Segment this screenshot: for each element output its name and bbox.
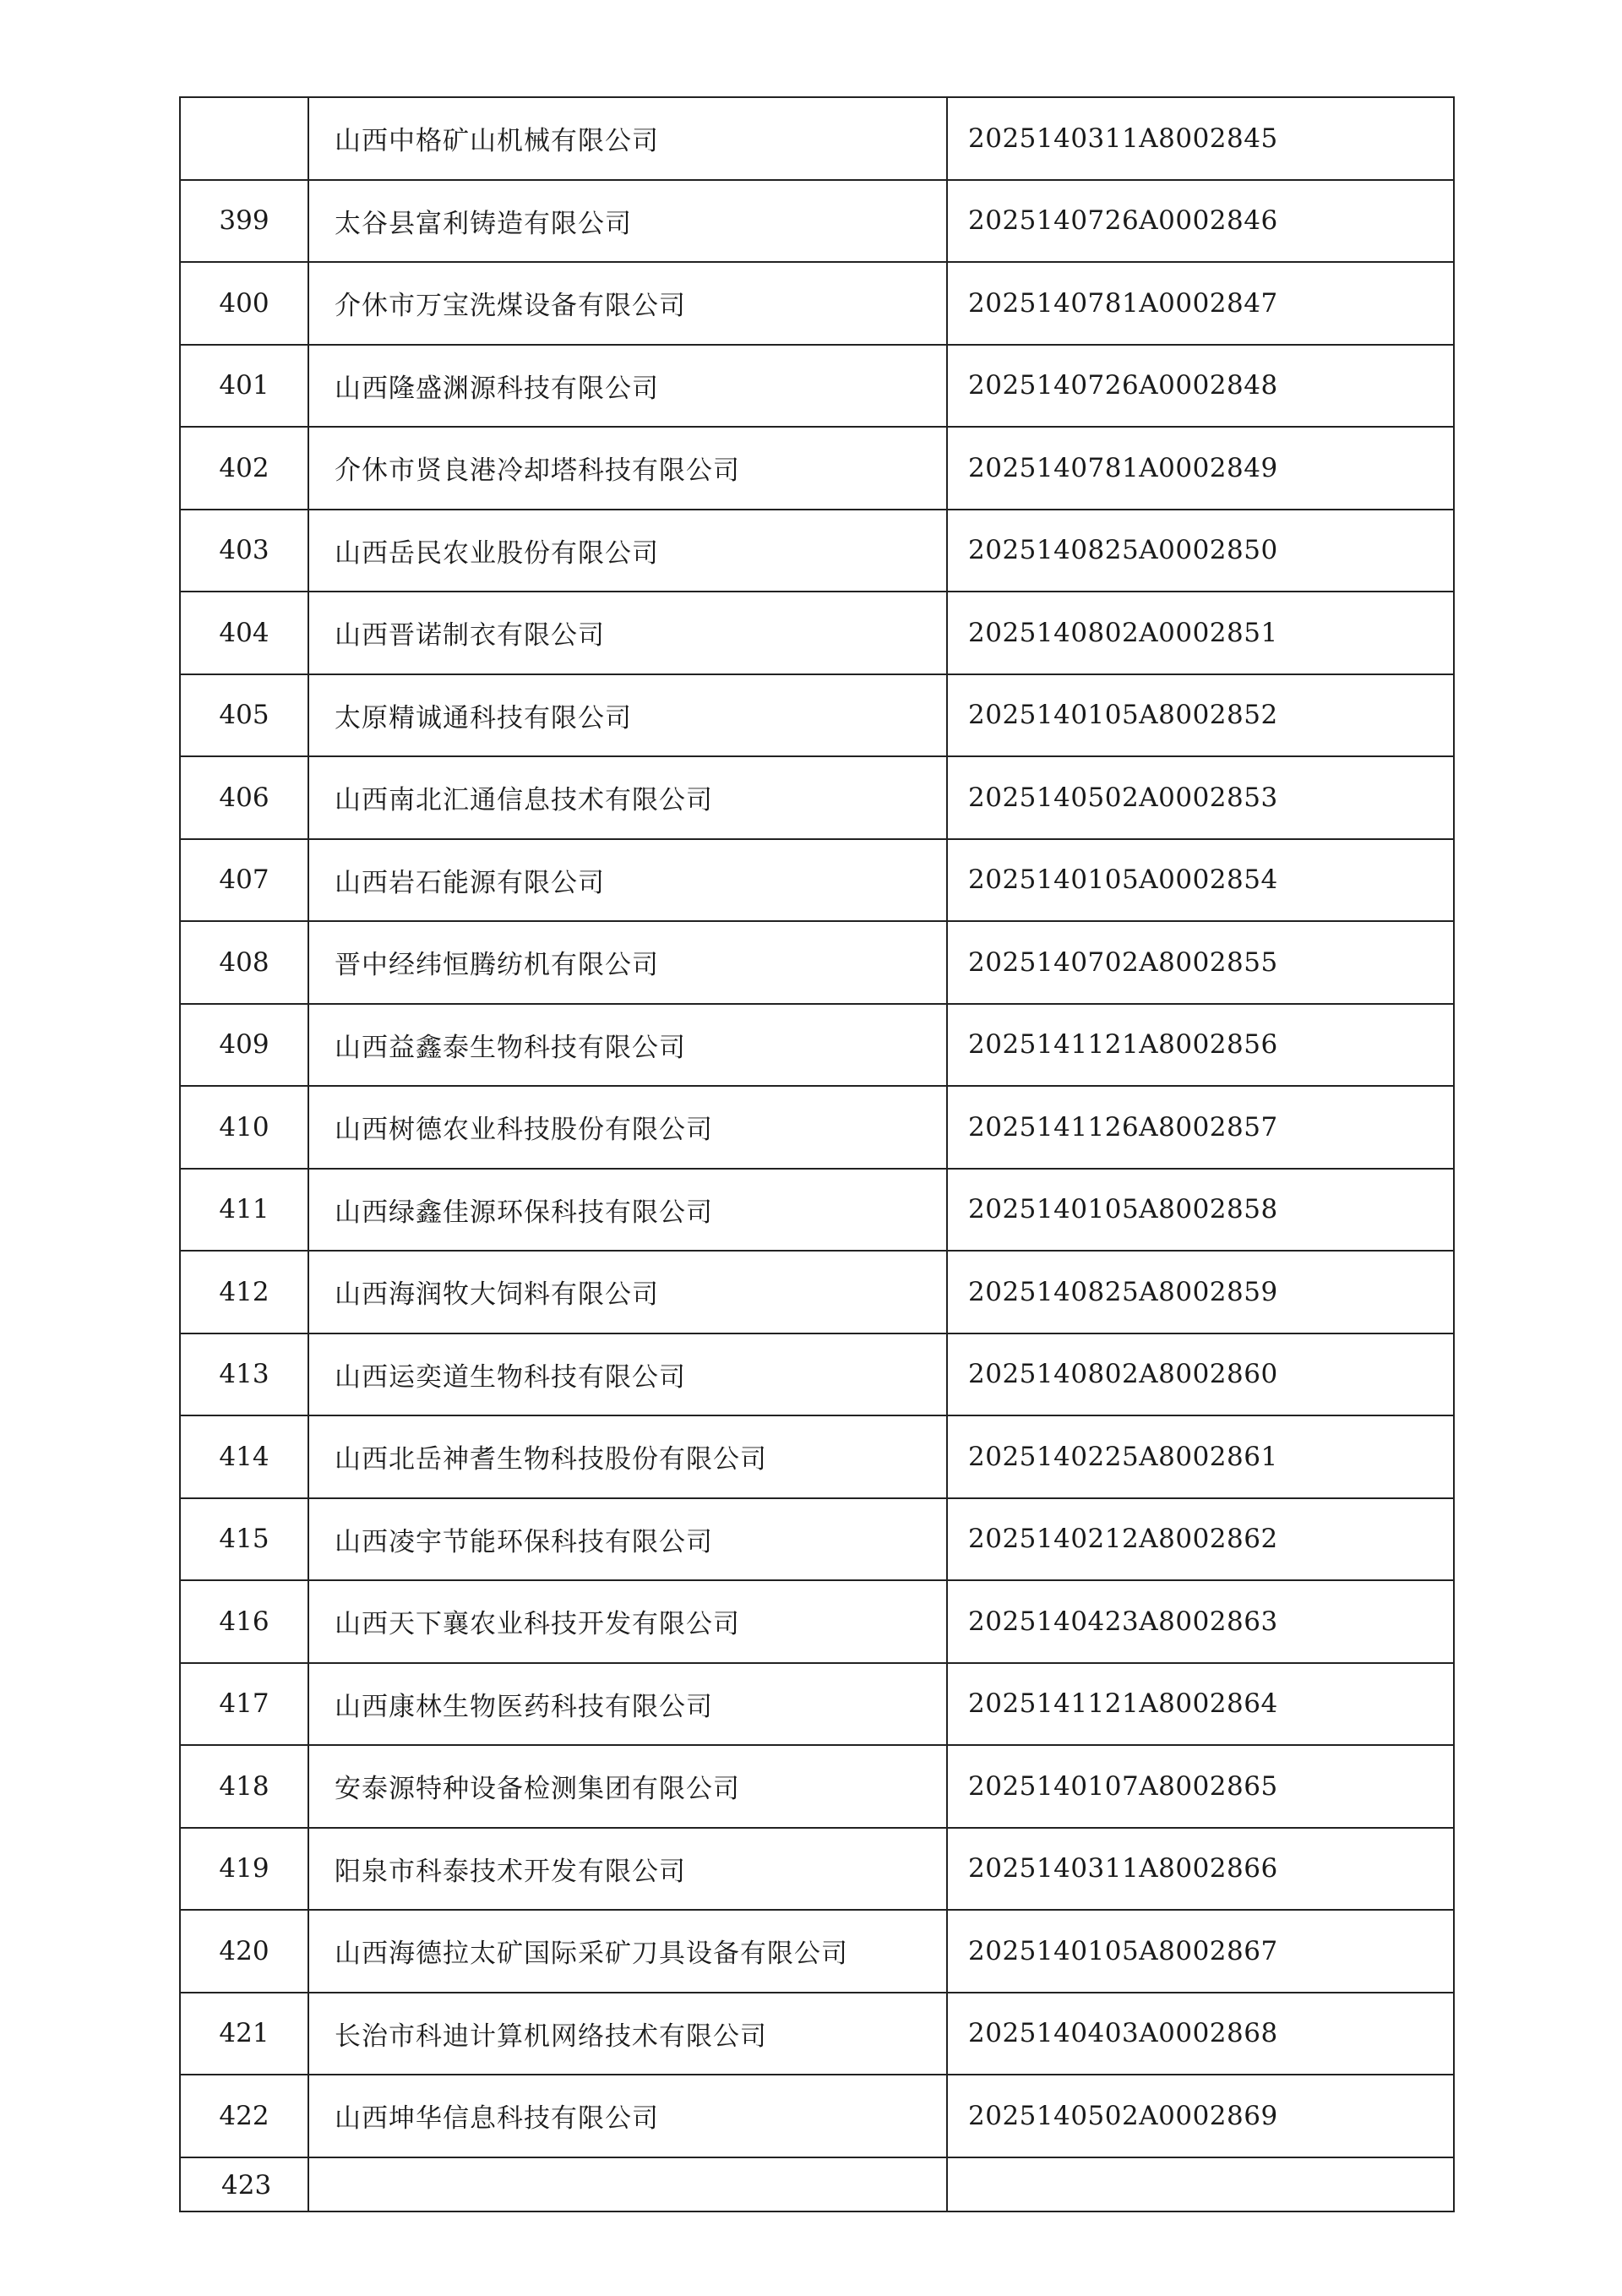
company-name: 介休市万宝洗煤设备有限公司 bbox=[308, 262, 947, 345]
registration-code: 2025140502A0002853 bbox=[947, 756, 1454, 839]
company-name: 山西益鑫泰生物科技有限公司 bbox=[308, 1004, 947, 1087]
company-name: 山西树德农业科技股份有限公司 bbox=[308, 1086, 947, 1169]
row-number: 403 bbox=[180, 510, 308, 592]
row-number: 419 bbox=[180, 1828, 308, 1911]
company-name: 山西天下襄农业科技开发有限公司 bbox=[308, 1580, 947, 1663]
registration-code: 2025140105A8002852 bbox=[947, 674, 1454, 757]
row-number: 410 bbox=[180, 1086, 308, 1169]
row-number: 414 bbox=[180, 1415, 308, 1498]
row-number: 417 bbox=[180, 1663, 308, 1746]
row-number: 399 bbox=[180, 180, 308, 263]
company-name: 山西岳民农业股份有限公司 bbox=[308, 510, 947, 592]
row-number: 409 bbox=[180, 1004, 308, 1087]
table-row bbox=[180, 921, 1454, 1004]
registration-code: 2025140726A0002846 bbox=[947, 180, 1454, 263]
company-name: 山西南北汇通信息技术有限公司 bbox=[308, 756, 947, 839]
table-body bbox=[180, 97, 1454, 2211]
table-row bbox=[180, 674, 1454, 757]
company-name: 山西海德拉太矿国际采矿刀具设备有限公司 bbox=[308, 1910, 947, 1993]
row-number: 411 bbox=[180, 1169, 308, 1252]
table-row bbox=[180, 97, 1454, 180]
row-number: 402 bbox=[180, 427, 308, 510]
registration-code: 2025140825A0002850 bbox=[947, 510, 1454, 592]
registration-code: 2025140105A0002854 bbox=[947, 839, 1454, 922]
row-number: 401 bbox=[180, 345, 308, 428]
table-row bbox=[180, 1415, 1454, 1498]
table-row bbox=[180, 510, 1454, 592]
company-name: 阳泉市科泰技术开发有限公司 bbox=[308, 1828, 947, 1911]
registration-code: 2025140502A0002869 bbox=[947, 2075, 1454, 2157]
table-row bbox=[180, 262, 1454, 345]
table-row bbox=[180, 592, 1454, 674]
registration-code: 2025141121A8002864 bbox=[947, 1663, 1454, 1746]
company-name: 山西康林生物医药科技有限公司 bbox=[308, 1663, 947, 1746]
company-name: 山西岩石能源有限公司 bbox=[308, 839, 947, 922]
registration-code: 2025140825A8002859 bbox=[947, 1251, 1454, 1333]
table-row bbox=[180, 1251, 1454, 1333]
company-name: 太谷县富利铸造有限公司 bbox=[308, 180, 947, 263]
row-number: 420 bbox=[180, 1910, 308, 1993]
company-name: 山西坤华信息科技有限公司 bbox=[308, 2075, 947, 2157]
registration-code: 2025140802A8002860 bbox=[947, 1333, 1454, 1416]
table-row bbox=[180, 2075, 1454, 2157]
row-number bbox=[180, 97, 308, 180]
row-number: 418 bbox=[180, 1745, 308, 1828]
registration-code: 2025141121A8002856 bbox=[947, 1004, 1454, 1087]
company-name: 山西中格矿山机械有限公司 bbox=[308, 97, 947, 180]
company-name: 山西北岳神耆生物科技股份有限公司 bbox=[308, 1415, 947, 1498]
registration-code: 2025140225A8002861 bbox=[947, 1415, 1454, 1498]
registration-code: 2025140212A8002862 bbox=[947, 1498, 1454, 1581]
company-list-table bbox=[179, 96, 1455, 2212]
company-name: 安泰源特种设备检测集团有限公司 bbox=[308, 1745, 947, 1828]
table-row bbox=[180, 1828, 1454, 1911]
table-row bbox=[180, 1910, 1454, 1993]
company-name: 山西凌宇节能环保科技有限公司 bbox=[308, 1498, 947, 1581]
registration-code: 2025140726A0002848 bbox=[947, 345, 1454, 428]
table-row bbox=[180, 1169, 1454, 1252]
row-number: 421 bbox=[180, 1993, 308, 2075]
registration-code: 2025140702A8002855 bbox=[947, 921, 1454, 1004]
company-name: 山西晋诺制衣有限公司 bbox=[308, 592, 947, 674]
row-number: 400 bbox=[180, 262, 308, 345]
registration-code: 2025140802A0002851 bbox=[947, 592, 1454, 674]
row-number: 406 bbox=[180, 756, 308, 839]
row-number: 415 bbox=[180, 1498, 308, 1581]
registration-code: 2025141126A8002857 bbox=[947, 1086, 1454, 1169]
company-name: 晋中经纬恒腾纺机有限公司 bbox=[308, 921, 947, 1004]
row-number: 422 bbox=[180, 2075, 308, 2157]
registration-code: 2025140107A8002865 bbox=[947, 1745, 1454, 1828]
row-number: 412 bbox=[180, 1251, 308, 1333]
registration-code: 2025140781A0002847 bbox=[947, 262, 1454, 345]
row-number: 407 bbox=[180, 839, 308, 922]
table-row bbox=[180, 1663, 1454, 1746]
company-name: 山西运奕道生物科技有限公司 bbox=[308, 1333, 947, 1416]
company-name bbox=[308, 2157, 947, 2211]
registration-code: 2025140105A8002858 bbox=[947, 1169, 1454, 1252]
table-row bbox=[180, 180, 1454, 263]
registration-code: 2025140105A8002867 bbox=[947, 1910, 1454, 1993]
table-row bbox=[180, 1498, 1454, 1581]
table-row bbox=[180, 2157, 1454, 2211]
row-number: 404 bbox=[180, 592, 308, 674]
row-number: 416 bbox=[180, 1580, 308, 1663]
company-name: 山西海润牧大饲料有限公司 bbox=[308, 1251, 947, 1333]
row-number: 405 bbox=[180, 674, 308, 757]
company-name: 长治市科迪计算机网络技术有限公司 bbox=[308, 1993, 947, 2075]
company-name: 山西隆盛渊源科技有限公司 bbox=[308, 345, 947, 428]
table-row bbox=[180, 1004, 1454, 1087]
row-number: 408 bbox=[180, 921, 308, 1004]
row-number: 413 bbox=[180, 1333, 308, 1416]
table-row bbox=[180, 1086, 1454, 1169]
table-row bbox=[180, 427, 1454, 510]
table-row bbox=[180, 1745, 1454, 1828]
registration-code bbox=[947, 2157, 1454, 2211]
company-name: 太原精诚通科技有限公司 bbox=[308, 674, 947, 757]
table-row bbox=[180, 345, 1454, 428]
registration-code: 2025140403A0002868 bbox=[947, 1993, 1454, 2075]
table-row bbox=[180, 1580, 1454, 1663]
table-row bbox=[180, 756, 1454, 839]
registration-code: 2025140311A8002845 bbox=[947, 97, 1454, 180]
table-row bbox=[180, 839, 1454, 922]
company-name: 山西绿鑫佳源环保科技有限公司 bbox=[308, 1169, 947, 1252]
table-row bbox=[180, 1333, 1454, 1416]
registration-code: 2025140311A8002866 bbox=[947, 1828, 1454, 1911]
row-number: 423 bbox=[180, 2157, 308, 2211]
registration-code: 2025140781A0002849 bbox=[947, 427, 1454, 510]
table-row bbox=[180, 1993, 1454, 2075]
company-name: 介休市贤良港冷却塔科技有限公司 bbox=[308, 427, 947, 510]
registration-code: 2025140423A8002863 bbox=[947, 1580, 1454, 1663]
